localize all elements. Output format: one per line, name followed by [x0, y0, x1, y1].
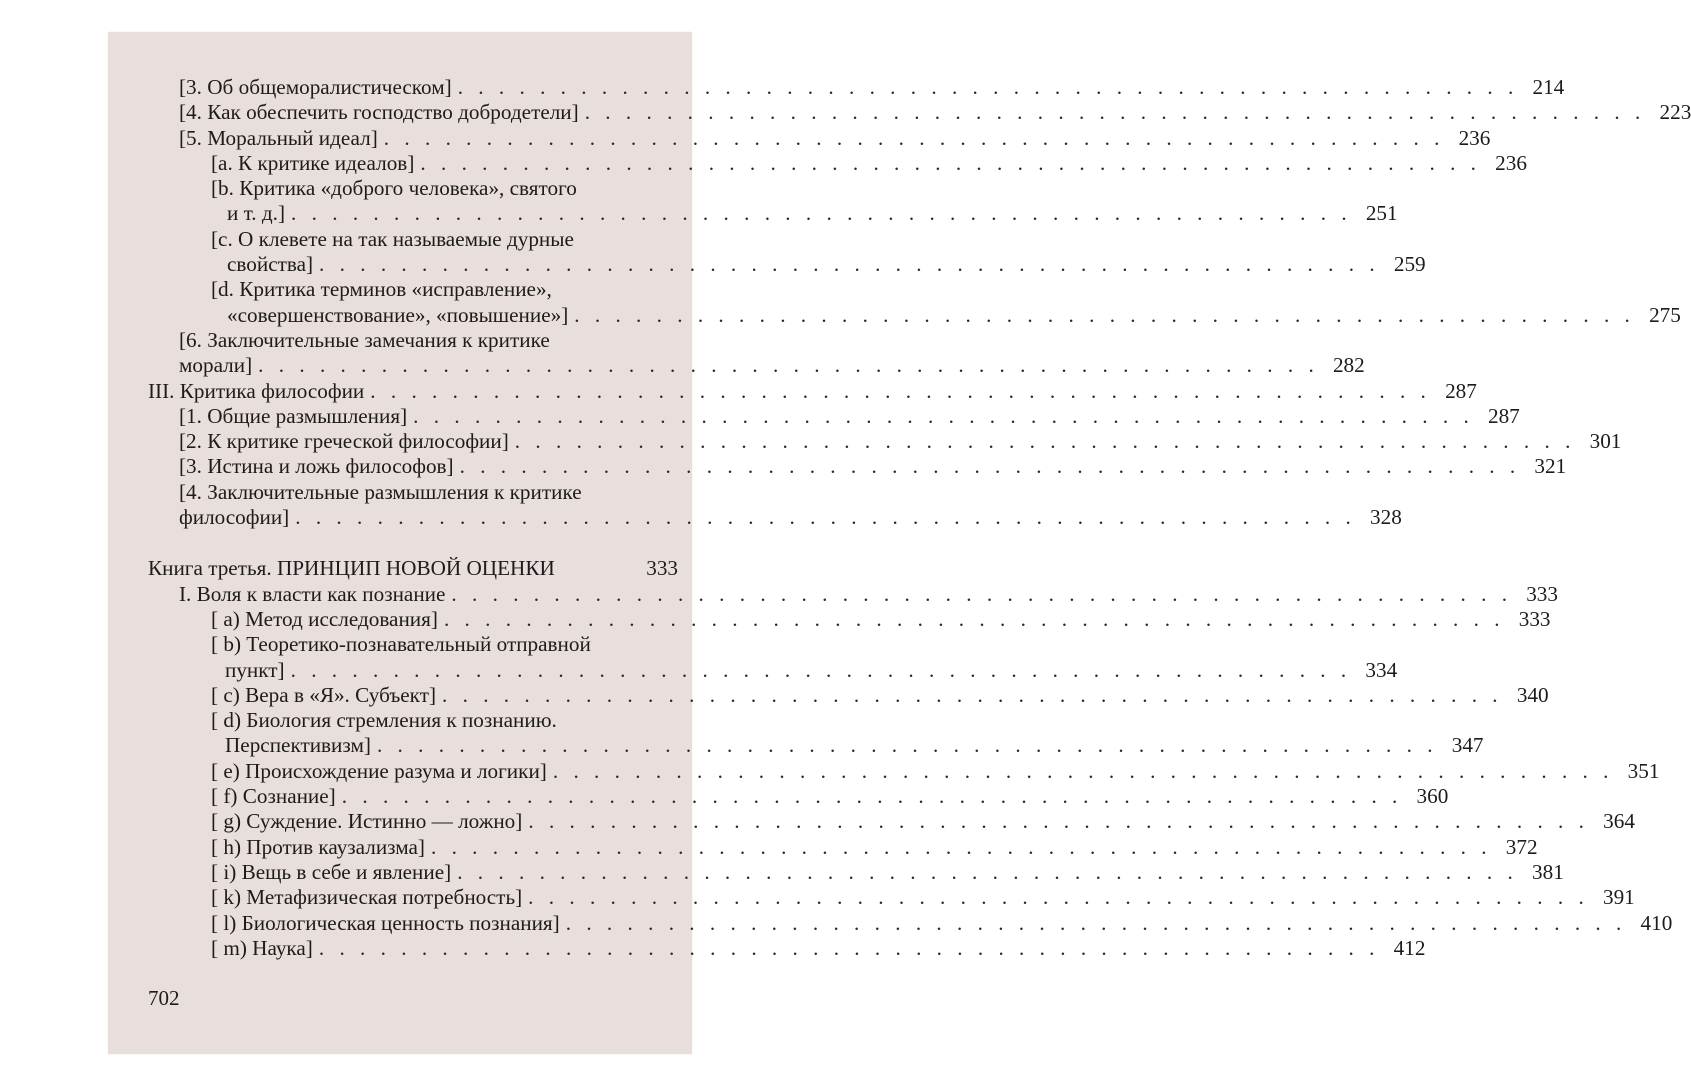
toc-entry	[148, 758, 1660, 784]
toc-leader-dots: . . . . . . . . . . . . . . . . . . . . . . . . . . . . . . . . . . . . . . . . . . . . . . . . . . . .	[528, 885, 1589, 910]
toc-entry-title: [ m) Наука]	[211, 935, 313, 960]
toc-entry-title: [4. Как обеспечить господство добродетели]	[179, 100, 579, 125]
toc-page-number: 214	[1532, 75, 1565, 99]
toc-page-number: 333	[646, 556, 678, 581]
toc-entry-title: I. Воля к власти как познание	[179, 581, 446, 606]
toc-entry	[148, 480, 678, 505]
toc-entry-title: [b. Критика «доброго человека», святого	[211, 176, 577, 201]
toc-entry-title: Перспективизм]	[225, 733, 371, 758]
toc-leader-dots: . . . . . . . . . . . . . . . . . . . . . . . . . . . . . . . . . . . . . . . . . . . . . . . . . . . .	[552, 758, 1614, 783]
toc-entry	[148, 201, 1398, 226]
toc-leader-dots: . . . . . . . . . . . . . . . . . . . . . . . . . . . . . . . . . . . . . . . . . . . . . . . . . . . .	[565, 910, 1627, 935]
toc-page-number: 259	[1393, 252, 1426, 277]
toc-entry	[148, 353, 1365, 378]
section-gap	[148, 530, 678, 556]
toc-page-number: 287	[1445, 378, 1477, 403]
toc-entry-title: [3. Об общеморалистическом]	[179, 75, 452, 99]
toc-entry	[148, 328, 678, 353]
toc-page-number: 364	[1603, 809, 1635, 834]
toc-page-number: 321	[1534, 454, 1567, 479]
toc-leader-dots: . . . . . . . . . . . . . . . . . . . . . . . . . . . . . . . . . . . . . . . . . . . . . . . . . . . .	[291, 201, 1352, 226]
toc-page-number: 351	[1627, 758, 1660, 783]
toc-page-number: 333	[1518, 606, 1551, 631]
toc-entry	[148, 277, 678, 302]
toc-leader-dots: . . . . . . . . . . . . . . . . . . . . . . . . . . . . . . . . . . . . . . . . . . . . . . . . . . . .	[457, 859, 1518, 884]
toc-entry-title: свойства]	[227, 252, 314, 277]
toc-entry	[148, 100, 1691, 125]
toc-entry	[148, 505, 1402, 530]
toc-entry	[148, 910, 1673, 936]
toc-page-number: 282	[1332, 353, 1365, 378]
toc-leader-dots: . . . . . . . . . . . . . . . . . . . . . . . . . . . . . . . . . . . . . . . . . . . . . . . . . . . .	[413, 403, 1474, 428]
toc-entry-title: [ c) Вера в «Я». Субъект]	[211, 682, 437, 707]
toc-leader-dots: . . . . . . . . . . . . . . . . . . . . . . . . . . . . . . . . . . . . . . . . . . . . . . . . . . . .	[451, 581, 1512, 606]
toc-leader-dots: . . . . . . . . . . . . . . . . . . . . . . . . . . . . . . . . . . . . . . . . . . . . . . . . . . . .	[290, 657, 1352, 682]
toc-leader-dots: . . . . . . . . . . . . . . . . . . . . . . . . . . . . . . . . . . . . . . . . . . . . . . . . . . . .	[376, 733, 1438, 758]
toc-entry-title: [d. Критика терминов «исправление»,	[211, 277, 552, 302]
toc-page-number: 360	[1416, 784, 1449, 809]
toc-entry	[148, 403, 1520, 429]
toc-entry	[148, 556, 678, 581]
toc-leader-dots: . . . . . . . . . . . . . . . . . . . . . . . . . . . . . . . . . . . . . . . . . . . . . . . . . . . .	[457, 75, 1519, 99]
toc-entry-title: пункт]	[225, 657, 285, 682]
toc-page-number: 328	[1370, 505, 1402, 530]
toc-leader-dots: . . . . . . . . . . . . . . . . . . . . . . . . . . . . . . . . . . . . . . . . . . . . . . . . . . . .	[383, 125, 1445, 150]
page-number: 702	[148, 986, 180, 1010]
toc-entry-title: морали]	[179, 353, 253, 378]
toc-entry-title: [6. Заключительные замечания к критике	[179, 327, 550, 352]
toc-entry	[148, 632, 678, 657]
toc-page-number: 410	[1640, 910, 1673, 935]
toc-leader-dots: . . . . . . . . . . . . . . . . . . . . . . . . . . . . . . . . . . . . . . . . . . . . . . . . . . . .	[584, 100, 1646, 125]
toc-entry	[148, 454, 1567, 479]
toc-entry	[148, 784, 1449, 809]
toc-entry-title: «совершенствование», «повышение»]	[227, 302, 569, 327]
toc-entry	[148, 606, 1551, 632]
toc-page-number: 333	[1526, 581, 1558, 606]
toc-entry	[148, 859, 1564, 885]
toc-page-number: 347	[1451, 733, 1484, 758]
toc-entry	[148, 657, 1398, 683]
toc-entry-title: [c. О клевете на так называемые дурные	[211, 226, 574, 251]
toc-entry	[148, 227, 678, 252]
toc-entry	[148, 834, 1538, 860]
toc-page-number: 412	[1393, 935, 1426, 960]
toc-page-number: 236	[1495, 150, 1527, 175]
toc-entry-title: [ k) Метафизическая потребность]	[211, 885, 523, 910]
toc-page-number: 391	[1602, 885, 1635, 910]
toc-entry-title: III. Критика философии	[148, 378, 365, 403]
toc-entry-title: [3. Истина и ложь философов]	[179, 454, 454, 479]
book-page	[108, 32, 1691, 1054]
toc-leader-dots: . . . . . . . . . . . . . . . . . . . . . . . . . . . . . . . . . . . . . . . . . . . . . . . . . . . .	[574, 302, 1635, 327]
toc-entry-title: [ f) Сознание]	[211, 784, 336, 809]
toc-entry-title: [1. Общие размышления]	[179, 403, 408, 428]
toc-leader-dots: . . . . . . . . . . . . . . . . . . . . . . . . . . . . . . . . . . . . . . . . . . . . . . . . . . . .	[341, 784, 1403, 809]
toc-leader-dots: . . . . . . . . . . . . . . . . . . . . . . . . . . . . . . . . . . . . . . . . . . . . . . . . . . . .	[430, 834, 1492, 859]
toc-entry	[148, 150, 1527, 176]
toc-leader-dots: . . . . . . . . . . . . . . . . . . . . . . . . . . . . . . . . . . . . . . . . . . . . . . . . . . . .	[370, 378, 1431, 403]
toc-entry-title: [2. К критике греческой философии]	[179, 429, 509, 454]
toc-leader-dots: . . . . . . . . . . . . . . . . . . . . . . . . . . . . . . . . . . . . . . . . . . . . . . . . . . . .	[528, 809, 1589, 834]
toc-entry	[148, 708, 678, 733]
toc-entry	[148, 429, 1622, 454]
toc-leader-dots: . . . . . . . . . . . . . . . . . . . . . . . . . . . . . . . . . . . . . . . . . . . . . . . . . . . .	[514, 429, 1576, 454]
toc-page-number: 275	[1649, 302, 1681, 327]
toc-entry	[148, 302, 1681, 328]
toc-entry-title: [ i) Вещь в себе и явление]	[211, 859, 452, 884]
toc-page-number: 223	[1659, 100, 1691, 125]
toc-entry	[148, 125, 1491, 151]
toc-page-number: 372	[1505, 834, 1538, 859]
toc-page-number: 340	[1516, 682, 1549, 707]
toc-page-number: 301	[1589, 429, 1622, 454]
toc-entry-title: [ a) Метод исследования]	[211, 606, 438, 631]
toc-leader-dots: . . . . . . . . . . . . . . . . . . . . . . . . . . . . . . . . . . . . . . . . . . . . . . . . . . . .	[420, 150, 1481, 175]
toc-page-number: 251	[1365, 201, 1398, 226]
toc-entry	[148, 935, 1426, 961]
toc-entry-title: [5. Моральный идеал]	[179, 125, 378, 150]
toc-leader-dots: . . . . . . . . . . . . . . . . . . . . . . . . . . . . . . . . . . . . . . . . . . . . . . . . . . . .	[318, 935, 1380, 960]
toc-entry	[148, 378, 1477, 404]
toc-leader-dots: . . . . . . . . . . . . . . . . . . . . . . . . . . . . . . . . . . . . . . . . . . . . . . . . . . . .	[459, 454, 1521, 479]
toc-entry-title: [ b) Теоретико-познавательный отправной	[211, 632, 591, 657]
toc-entry-title: [4. Заключительные размышления к критике	[179, 479, 582, 504]
toc-leader-dots: . . . . . . . . . . . . . . . . . . . . . . . . . . . . . . . . . . . . . . . . . . . . . . . . . . . .	[319, 252, 1380, 277]
toc-entry	[148, 809, 1635, 834]
toc-entry-title: [ g) Суждение. Истинно — ложно]	[211, 809, 523, 834]
toc-entry-title: [a. К критике идеалов]	[211, 150, 415, 175]
toc-entry	[148, 581, 1558, 607]
toc-entry-title: и т. д.]	[227, 201, 286, 226]
toc-leader-dots: . . . . . . . . . . . . . . . . . . . . . . . . . . . . . . . . . . . . . . . . . . . . . . . . . . . .	[295, 505, 1356, 530]
toc-entry-title: философии]	[179, 505, 290, 530]
toc-page-number: 236	[1458, 125, 1491, 150]
toc-entry-title: [ d) Биология стремления к познанию.	[211, 708, 557, 733]
toc-leader-dots: . . . . . . . . . . . . . . . . . . . . . . . . . . . . . . . . . . . . . . . . . . . . . . . . . . . .	[442, 682, 1503, 707]
toc-leader-dots: . . . . . . . . . . . . . . . . . . . . . . . . . . . . . . . . . . . . . . . . . . . . . . . . . . . .	[258, 353, 1319, 378]
toc-page-number: 334	[1365, 657, 1398, 682]
toc-entry	[148, 885, 1635, 910]
toc-entry	[148, 733, 1484, 758]
toc-entry	[148, 176, 678, 201]
toc-entry	[148, 75, 1565, 100]
toc-entry-title: [ h) Против каузализма]	[211, 834, 425, 859]
toc-entry	[148, 252, 1426, 277]
toc-page-number: 381	[1532, 859, 1564, 884]
table-of-contents	[148, 75, 1691, 961]
toc-entry	[148, 682, 1549, 708]
toc-leader-dots: . . . . . . . . . . . . . . . . . . . . . . . . . . . . . . . . . . . . . . . . . . . . . . . . . . . .	[443, 606, 1505, 631]
toc-entry-title: [ l) Биологическая ценность познания]	[211, 910, 560, 935]
toc-page-number: 287	[1487, 403, 1520, 428]
toc-entry-title: Книга третья. ПРИНЦИП НОВОЙ ОЦЕНКИ	[148, 556, 555, 581]
toc-entry-title: [ e) Происхождение разума и логики]	[211, 758, 547, 783]
